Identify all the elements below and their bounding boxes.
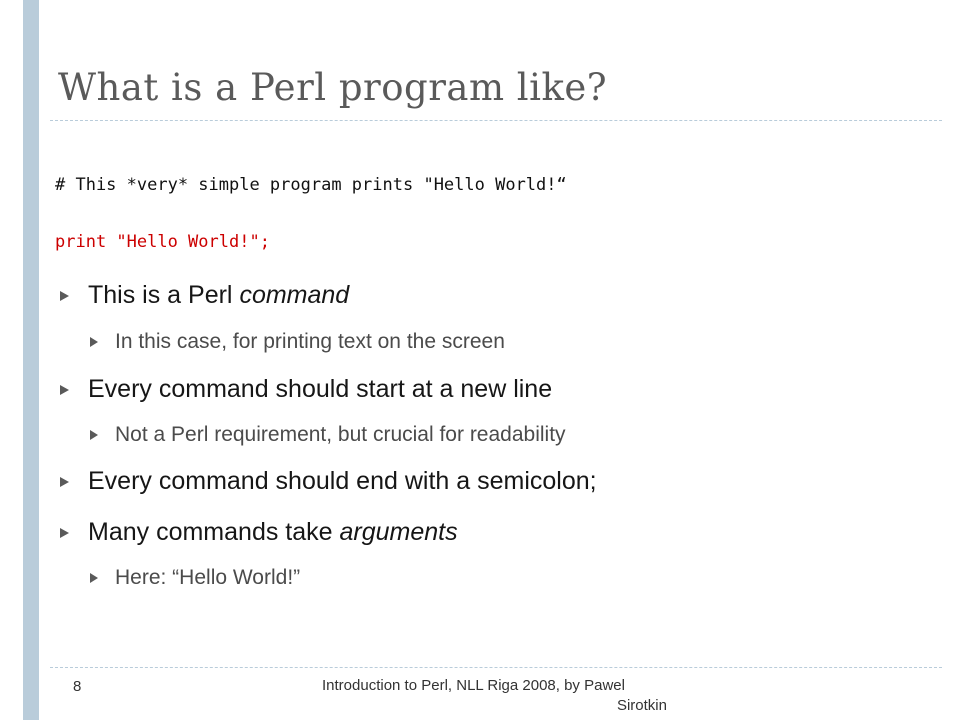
sub-bullet-text: In this case, for printing text on the screen bbox=[115, 330, 505, 353]
bullet-text: Many commands take arguments bbox=[88, 518, 458, 546]
footer-divider bbox=[50, 667, 942, 668]
sub-bullet-printing-text bbox=[90, 330, 505, 354]
emphasis-command: command bbox=[239, 281, 350, 309]
bullet-text: Every command should end with a semicolon; bbox=[88, 467, 597, 495]
bullet-perl-command bbox=[60, 281, 349, 310]
triangle-bullet-icon bbox=[60, 385, 69, 395]
sub-bullet-hello-world bbox=[90, 566, 300, 590]
footer-credit bbox=[322, 676, 667, 716]
sub-bullet-readability bbox=[90, 423, 566, 447]
code-comment-line: # This *very* simple program prints "Hello World!“ bbox=[55, 175, 567, 195]
bullet-new-line bbox=[60, 375, 552, 404]
footer-credit-line1: Introduction to Perl, NLL Riga 2008, by Pawel bbox=[322, 677, 625, 694]
triangle-bullet-icon bbox=[60, 528, 69, 538]
bullet-text: Every command should start at a new line bbox=[88, 375, 553, 403]
title-divider bbox=[50, 120, 942, 121]
sub-bullet-text: Not a Perl requirement, but crucial for readability bbox=[115, 423, 566, 446]
triangle-bullet-icon bbox=[60, 477, 69, 487]
triangle-bullet-icon bbox=[90, 337, 98, 347]
bullet-semicolon bbox=[60, 467, 597, 496]
page-number: 8 bbox=[73, 678, 82, 695]
code-print-statement: print "Hello World!"; bbox=[55, 232, 270, 252]
triangle-bullet-icon bbox=[90, 573, 98, 583]
triangle-bullet-icon bbox=[90, 430, 98, 440]
left-accent-bar bbox=[23, 0, 39, 720]
bullet-arguments bbox=[60, 518, 458, 547]
emphasis-arguments: arguments bbox=[339, 518, 458, 546]
slide-title: What is a Perl program like? bbox=[58, 66, 608, 109]
sub-bullet-text: Here: “Hello World!” bbox=[115, 566, 301, 589]
triangle-bullet-icon bbox=[60, 291, 69, 301]
footer-credit-line2: Sirotkin bbox=[616, 697, 667, 714]
bullet-text: This is a Perl command bbox=[88, 281, 350, 309]
